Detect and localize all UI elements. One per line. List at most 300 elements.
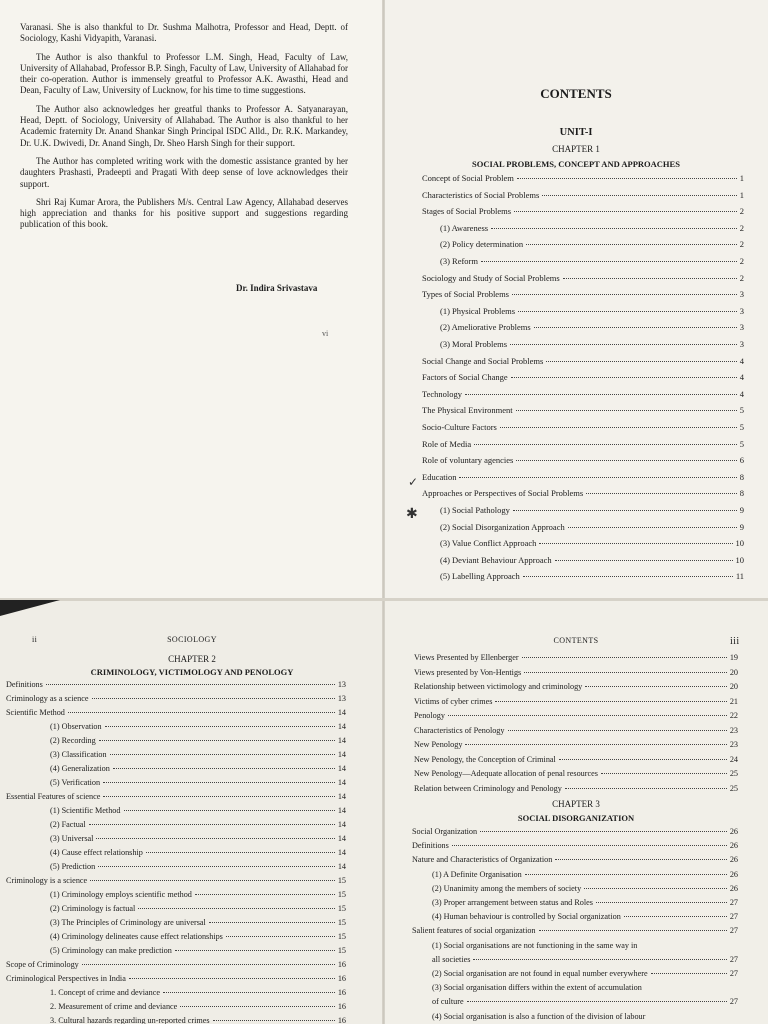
- toc-entry-title: (1) Social organisations are not functioning in the same way in: [432, 940, 638, 950]
- dot-leader: [517, 178, 737, 179]
- dot-leader: [163, 992, 335, 993]
- toc-entry: [6, 876, 346, 885]
- toc-entry: [432, 955, 738, 964]
- toc-entry: [432, 1012, 738, 1021]
- toc-page-number: 4: [739, 388, 744, 399]
- ack-paragraph: The Author also acknowledges her greatful thanks to Professor A. Satyanarayan, Head, Deptt. of Sociology, University of Allahabad. The Author is also thankful to her Academic fraternity Dr. Anand Shankar Singh Principal ISDC Alld., Dr. R.K. Markandey, Dr. U.K. Dwivedi, Dr. Anand Singh, Dr. Sheo Harsh Singh for their support.: [20, 103, 348, 148]
- dot-leader: [523, 576, 733, 577]
- toc-entry-title: Criminology is a science: [6, 876, 88, 885]
- toc-page-number: 10: [735, 538, 744, 549]
- toc-entry-title: (3) Universal: [50, 834, 94, 843]
- dot-leader: [651, 973, 727, 974]
- dot-leader: [175, 950, 335, 951]
- toc-page-number: 14: [337, 750, 346, 759]
- toc-entry-title: (1) Social Pathology: [440, 505, 510, 515]
- toc-page-number: 2: [739, 239, 744, 250]
- toc-entry-title: Views presented by Von-Hentigs: [414, 667, 522, 677]
- dot-leader: [480, 831, 727, 832]
- acknowledgements-text: [20, 22, 348, 238]
- toc-page-number: 15: [337, 946, 346, 955]
- toc-entry-title: The Physical Environment: [422, 405, 513, 416]
- dot-leader: [526, 244, 737, 245]
- toc-page-number: 2: [739, 256, 744, 266]
- toc-entry: [422, 289, 744, 299]
- dot-leader: [495, 701, 726, 702]
- toc-page-number: 14: [337, 806, 346, 815]
- toc-entry-title: (4) Generalization: [50, 764, 110, 773]
- toc-page-number: 16: [337, 1016, 346, 1024]
- ack-paragraph: Varanasi. She is also thankful to Dr. Sushma Malhotra, Professor and Head, Deptt. of Sociology, Kashi Vidyapith, Varanasi.: [20, 22, 348, 44]
- toc-entry: [422, 206, 744, 216]
- dot-leader: [522, 657, 727, 658]
- toc-page-number: 15: [337, 890, 346, 899]
- dot-leader: [113, 768, 335, 769]
- toc-page-number: 16: [337, 988, 346, 997]
- toc-page-number: 20: [729, 682, 738, 691]
- toc-page-number: 3: [739, 305, 744, 316]
- toc-entry: [414, 755, 738, 764]
- ack-paragraph: The Author is also thankful to Professor L.M. Singh, Head, Faculty of Law, University of Allahabad, Professor B.P. Singh, Faculty of Law, University of Allahabad for their co-operation. Author is immensely greatful to Professor A.K. Awasthi, Head and Dean, Faculty of Law, University of Lucknow, for his time to time suggestions.: [20, 51, 348, 96]
- toc-page-number: 16: [337, 1002, 346, 1011]
- dot-leader: [525, 874, 727, 875]
- toc-page-number: 16: [337, 960, 346, 969]
- toc-page-number: 14: [337, 764, 346, 773]
- toc-entry-title: Scope of Criminology: [6, 960, 79, 969]
- toc-page-number: 26: [729, 869, 738, 879]
- toc-entry-title: Definitions: [412, 841, 449, 851]
- toc-entry-title: Social Organization: [412, 827, 478, 836]
- toc-page-number: 26: [729, 883, 738, 893]
- dot-leader: [624, 916, 727, 917]
- toc-page-number: 5: [739, 405, 744, 416]
- dot-leader: [516, 460, 736, 461]
- running-head: SOCIOLOGY: [167, 635, 217, 644]
- toc-entry-title: (5) Criminology can make prediction: [50, 946, 172, 955]
- contents-title: CONTENTS: [540, 86, 612, 101]
- dot-leader: [209, 922, 335, 923]
- dot-leader: [513, 510, 737, 511]
- contents-page: [384, 0, 768, 600]
- toc-entry: [440, 538, 744, 548]
- toc-page-number: 6: [739, 455, 744, 466]
- toc-entry: [50, 778, 346, 787]
- dot-leader: [534, 327, 737, 328]
- toc-entry: [50, 890, 346, 899]
- toc-entry: [50, 904, 346, 913]
- toc-entry: [432, 870, 738, 879]
- toc-entry-title: Penology: [414, 711, 445, 720]
- dot-leader: [516, 410, 737, 411]
- dot-leader: [508, 730, 727, 731]
- toc-entry-title: (2) Social Disorganization Approach: [440, 521, 565, 532]
- toc-entry: [440, 555, 744, 565]
- toc-entry: [50, 736, 346, 745]
- toc-page-number: 15: [337, 876, 346, 885]
- toc-entry: [432, 969, 738, 978]
- toc-entry-title: (1) A Definite Organisation: [432, 869, 522, 879]
- page-number: iii: [730, 636, 740, 647]
- toc-entry-title: Criminological Perspectives in India: [6, 974, 126, 983]
- toc-entry: [50, 834, 346, 843]
- toc-entry: [412, 841, 738, 850]
- toc-entry-title: (3) The Principles of Criminology are universal: [50, 918, 206, 927]
- dot-leader: [99, 740, 335, 741]
- toc-page-number: 26: [729, 827, 738, 836]
- pencil-star-icon: ✱: [406, 507, 418, 522]
- toc-entry: [422, 455, 744, 465]
- toc-page-number: 1: [739, 189, 744, 200]
- dot-leader: [555, 859, 726, 860]
- toc-page-number: 13: [337, 694, 346, 703]
- dot-leader: [129, 978, 335, 979]
- toc-entry: [422, 422, 744, 432]
- toc-page-number: 9: [739, 521, 744, 532]
- dot-leader: [474, 444, 737, 445]
- toc-entry: [412, 855, 738, 864]
- toc-entry: [50, 764, 346, 773]
- toc-entry-title: Concept of Social Problem: [422, 173, 514, 183]
- toc-entry: [414, 653, 738, 662]
- toc-entry-title: Approaches or Perspectives of Social Problems: [422, 488, 584, 499]
- toc-page-number: 15: [337, 904, 346, 913]
- dot-leader: [138, 908, 335, 909]
- chapter-heading: CHAPTER 1: [552, 144, 600, 154]
- toc-entry: [50, 862, 346, 871]
- dot-leader: [195, 894, 335, 895]
- dot-leader: [103, 782, 335, 783]
- toc-entry: [422, 356, 744, 366]
- toc-entry: [414, 697, 738, 706]
- toc-entry: [432, 898, 738, 907]
- page-corner-shadow: [0, 600, 60, 616]
- toc-page-number: 14: [337, 834, 346, 843]
- toc-page-number: 10: [735, 554, 744, 565]
- toc-entry-title: all societies: [432, 954, 471, 964]
- toc-page-number: 24: [729, 754, 738, 764]
- contents-page-ii: [0, 600, 384, 1024]
- chapter-heading: CHAPTER 2: [168, 654, 216, 664]
- dot-leader: [448, 715, 727, 716]
- dot-leader: [586, 493, 737, 494]
- toc-entry-title: Education: [422, 471, 457, 482]
- dot-leader: [596, 902, 727, 903]
- toc-page-number: 8: [739, 471, 744, 482]
- toc-entry: [6, 680, 346, 689]
- toc-entry: [422, 389, 744, 399]
- dot-leader: [105, 726, 335, 727]
- toc-page-number: 15: [337, 918, 346, 927]
- dot-leader: [585, 686, 727, 687]
- toc-entry-title: (2) Criminology is factual: [50, 904, 136, 913]
- toc-page-number: 14: [337, 778, 346, 787]
- dot-leader: [481, 261, 737, 262]
- toc-entry: [6, 974, 346, 983]
- dot-leader: [89, 824, 335, 825]
- toc-entry-title: Criminology as a science: [6, 694, 89, 703]
- dot-leader: [459, 477, 736, 478]
- toc-entry-title: (1) Physical Problems: [440, 305, 516, 316]
- toc-page-number: 27: [729, 898, 738, 907]
- toc-page-number: 27: [729, 969, 738, 978]
- dot-leader: [524, 672, 727, 673]
- dot-leader: [92, 698, 335, 699]
- page-seam: [0, 598, 768, 601]
- pencil-tick-icon: ✓: [408, 475, 419, 489]
- toc-entry-title: (2) Policy determination: [440, 239, 524, 250]
- dot-leader: [452, 845, 727, 846]
- book-gutter: [382, 0, 385, 1024]
- toc-entry-title: New Penology: [414, 740, 463, 749]
- page-number: ii: [32, 635, 38, 644]
- toc-entry-title: Technology: [422, 388, 463, 399]
- toc-page-number: 3: [739, 339, 744, 349]
- toc-page-number: 8: [739, 488, 744, 499]
- ack-paragraph: The Author has completed writing work with the domestic assistance granted by her daughters Prashasti, Pradeepti and Pragati With deep sense of love acknowledges their support.: [20, 155, 348, 189]
- dot-leader: [511, 377, 737, 378]
- toc-entry-title: (3) Moral Problems: [440, 339, 508, 349]
- toc-entry: [422, 472, 744, 482]
- dot-leader: [510, 344, 737, 345]
- toc-entry-title: Definitions: [6, 680, 43, 689]
- toc-page-number: 25: [729, 783, 738, 793]
- toc-page-number: 9: [739, 505, 744, 515]
- toc-entry: [50, 918, 346, 927]
- toc-page-number: 11: [735, 571, 744, 582]
- dot-leader: [568, 527, 737, 528]
- toc-page-number: 4: [739, 372, 744, 383]
- toc-entry: [432, 912, 738, 921]
- toc-entry-title: (2) Unanimity among the members of society: [432, 883, 582, 893]
- dot-leader: [518, 311, 737, 312]
- toc-entry: [440, 522, 744, 532]
- toc-entry: [6, 792, 346, 801]
- toc-page-number: 20: [729, 667, 738, 677]
- toc-page-number: 26: [729, 855, 738, 865]
- toc-page-number: 26: [729, 841, 738, 851]
- toc-entry: [440, 322, 744, 332]
- toc-entry-title: Salient features of social organization: [412, 926, 536, 936]
- dot-leader: [565, 788, 727, 789]
- toc-entry-title: (2) Social organisation are not found in equal number everywhere: [432, 969, 648, 978]
- dot-leader: [96, 838, 334, 839]
- unit-heading: UNIT-I: [559, 127, 593, 138]
- toc-entry-title: (1) Criminology employs scientific method: [50, 890, 192, 899]
- toc-entry: [412, 926, 738, 935]
- toc-entry: [440, 571, 744, 581]
- toc-entry: [432, 983, 738, 992]
- toc-entry: [440, 223, 744, 233]
- toc-entry: [414, 682, 738, 691]
- toc-entry: [432, 941, 738, 950]
- dot-leader: [124, 810, 335, 811]
- toc-entry: [414, 769, 738, 778]
- toc-entry-title: Nature and Characteristics of Organization: [412, 855, 553, 865]
- toc-entry: [6, 960, 346, 969]
- toc-page-number: 23: [729, 740, 738, 749]
- dot-leader: [539, 930, 727, 931]
- toc-entry-title: Socio-Culture Factors: [422, 422, 497, 432]
- toc-entry: [414, 784, 738, 793]
- toc-page-number: 16: [337, 974, 346, 983]
- toc-page-number: 3: [739, 289, 744, 300]
- dot-leader: [110, 754, 335, 755]
- toc-entry: [50, 750, 346, 759]
- toc-entry-title: (4) Deviant Behaviour Approach: [440, 554, 552, 565]
- toc-entry-title: Social Change and Social Problems: [422, 355, 544, 366]
- toc-entry: [432, 884, 738, 893]
- dot-leader: [546, 361, 736, 362]
- toc-entry: [50, 722, 346, 731]
- toc-page-number: 21: [729, 696, 738, 706]
- toc-entry: [440, 505, 744, 515]
- toc-entry-title: (4) Human behaviour is controlled by Social organization: [432, 912, 621, 922]
- toc-entry: [422, 405, 744, 415]
- toc-page-number: 23: [729, 725, 738, 735]
- toc-entry: [422, 372, 744, 382]
- toc-entry: [50, 988, 346, 997]
- toc-entry: [50, 1016, 346, 1024]
- toc-entry: [422, 273, 744, 283]
- dot-leader: [539, 543, 732, 544]
- dot-leader: [491, 228, 737, 229]
- toc-entry-title: of culture: [432, 997, 464, 1007]
- toc-entry-title: Stages of Social Problems: [422, 206, 512, 217]
- dot-leader: [514, 211, 737, 212]
- toc-entry-title: 1. Concept of crime and deviance: [50, 988, 161, 997]
- toc-entry-title: Role of Media: [422, 438, 472, 449]
- toc-page-number: 5: [739, 438, 744, 449]
- toc-entry-title: 3. Cultural hazards regarding un-reported crimes: [50, 1016, 210, 1024]
- toc-page-number: 14: [337, 792, 346, 801]
- toc-entry-title: Sociology and Study of Social Problems: [422, 272, 560, 283]
- toc-entry-title: (5) Labelling Approach: [440, 571, 520, 582]
- chapter-title: SOCIAL PROBLEMS, CONCEPT AND APPROACHES: [472, 159, 680, 169]
- toc-entry: [412, 827, 738, 836]
- dot-leader: [465, 394, 737, 395]
- toc-page-number: 1: [739, 173, 744, 183]
- toc-entry-title: (5) Verification: [50, 778, 101, 787]
- toc-entry-title: Role of voluntary agencies: [422, 455, 514, 466]
- toc-entry-title: Characteristics of Penology: [414, 725, 505, 735]
- toc-page-number: 25: [729, 769, 738, 778]
- toc-entry-title: New Penology, the Conception of Criminal: [414, 754, 556, 764]
- toc-entry-title: (2) Ameliorative Problems: [440, 322, 531, 333]
- toc-entry-title: (3) Value Conflict Approach: [440, 538, 537, 549]
- toc-entry: [6, 708, 346, 717]
- toc-page-number: 14: [337, 820, 346, 829]
- toc-entry-title: Characteristics of Social Problems: [422, 189, 540, 200]
- toc-page-number: 4: [739, 355, 744, 366]
- toc-entry-title: Essential Features of science: [6, 792, 101, 801]
- dot-leader: [180, 1006, 335, 1007]
- toc-entry: [50, 932, 346, 941]
- toc-entry: [50, 820, 346, 829]
- toc-entry: [422, 173, 744, 183]
- toc-page-number: 14: [337, 708, 346, 717]
- toc-entry: [440, 306, 744, 316]
- toc-entry-title: New Penology—Adequate allocation of penal resources: [414, 769, 598, 778]
- dot-leader: [82, 964, 335, 965]
- toc-page-number: 2: [739, 222, 744, 233]
- toc-entry-title: (4) Social organisation is also a function of the division of labour: [432, 1011, 646, 1021]
- toc-entry: [50, 848, 346, 857]
- toc-entry: [50, 1002, 346, 1011]
- toc-entry: [414, 668, 738, 677]
- dot-leader: [473, 959, 726, 960]
- dot-leader: [601, 773, 727, 774]
- toc-page-number: 13: [337, 680, 346, 689]
- toc-entry-title: (3) Reform: [440, 256, 479, 266]
- toc-page-number: 27: [729, 912, 738, 922]
- toc-entry: [440, 256, 744, 266]
- toc-entry-title: (3) Classification: [50, 750, 107, 759]
- toc-entry-title: (5) Prediction: [50, 862, 96, 871]
- toc-entry-title: (1) Scientific Method: [50, 806, 121, 815]
- toc-entry: [432, 997, 738, 1006]
- dot-leader: [90, 880, 335, 881]
- running-head: CONTENTS: [553, 636, 599, 645]
- toc-entry-title: (2) Recording: [50, 736, 96, 745]
- toc-entry: [414, 726, 738, 735]
- dot-leader: [555, 560, 733, 561]
- dot-leader: [146, 852, 335, 853]
- toc-entry: [50, 806, 346, 815]
- toc-page-number: 3: [739, 322, 744, 333]
- dot-leader: [213, 1020, 335, 1021]
- toc-entry: [440, 239, 744, 249]
- toc-page-number: 15: [337, 932, 346, 941]
- toc-page-number: 2: [739, 206, 744, 217]
- ack-paragraph: Shri Raj Kumar Arora, the Publishers M/s. Central Law Agency, Allahabad deserves high appreciation and thanks for his positive support and suggestions regarding publication of this book.: [20, 196, 348, 230]
- toc-entry-title: (4) Cause effect relationship: [50, 848, 143, 857]
- dot-leader: [559, 759, 727, 760]
- toc-page-number: 14: [337, 862, 346, 871]
- author-signature: Dr. Indira Srivastava: [236, 283, 318, 293]
- toc-entry: [414, 711, 738, 720]
- toc-entry-title: Views Presented by Ellenberger: [414, 653, 519, 662]
- toc-page-number: 14: [337, 736, 346, 745]
- toc-page-number: 14: [337, 722, 346, 731]
- dot-leader: [465, 744, 726, 745]
- toc-entry-title: 2. Measurement of crime and deviance: [50, 1002, 178, 1011]
- toc-page-number: 5: [739, 422, 744, 432]
- toc-page-number: 19: [729, 653, 738, 662]
- toc-page-number: 27: [729, 926, 738, 936]
- toc-entry-title: (1) Awareness: [440, 222, 489, 233]
- toc-entry: [440, 339, 744, 349]
- toc-entry: [50, 946, 346, 955]
- chapter-heading: CHAPTER 3: [552, 799, 600, 809]
- page-mark: vi: [322, 329, 329, 338]
- chapter-title: SOCIAL DISORGANIZATION: [517, 813, 635, 823]
- toc-page-number: 14: [337, 848, 346, 857]
- toc-entry: [414, 740, 738, 749]
- toc-page-number: 2: [739, 272, 744, 283]
- toc-entry-title: Types of Social Problems: [422, 289, 509, 300]
- dot-leader: [542, 195, 736, 196]
- dot-leader: [46, 684, 335, 685]
- toc-entry-title: Relationship between victimology and criminology: [414, 682, 583, 691]
- toc-entry-title: (1) Observation: [50, 722, 102, 731]
- toc-entry-title: Victims of cyber crimes: [414, 696, 493, 706]
- dot-leader: [584, 888, 727, 889]
- dot-leader: [467, 1001, 727, 1002]
- toc-page-number: 22: [729, 711, 738, 720]
- chapter-title: CRIMINOLOGY, VICTIMOLOGY AND PENOLOGY: [90, 667, 294, 677]
- acknowledgements-page: [0, 0, 384, 600]
- dot-leader: [98, 866, 335, 867]
- toc-entry: [6, 694, 346, 703]
